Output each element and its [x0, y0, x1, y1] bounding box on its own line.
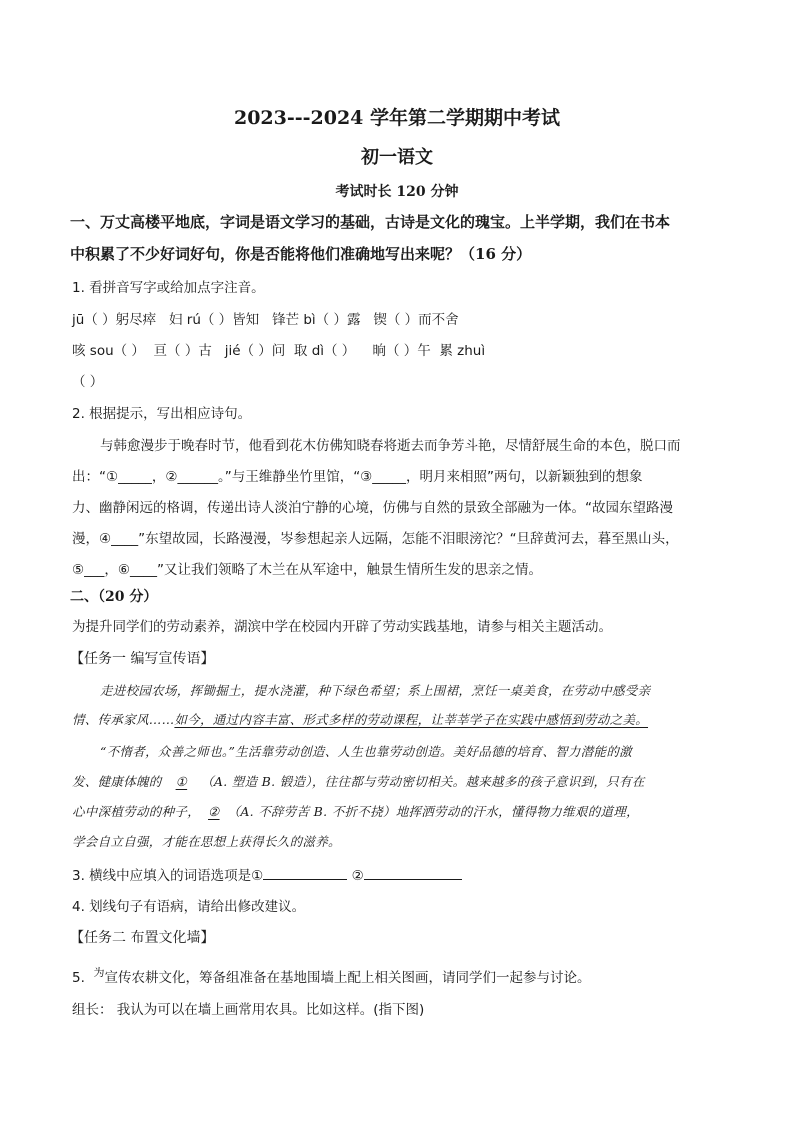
pinyin-row-1 — [72, 308, 459, 328]
pinyin-row-2 — [72, 339, 485, 359]
exam-duration: 考试时长 120 分钟 — [335, 184, 459, 200]
pinyin-item: 锲（ ）而不舍 — [373, 312, 459, 328]
group-leader-line: 组长： 我认为可以在墙上画常用农具。比如这样。(指下图) — [72, 1002, 425, 1018]
question-1-prompt: 1. 看拼音写字或给加点字注音。 — [72, 280, 265, 296]
pinyin-row-3: （ ） — [72, 374, 104, 390]
pinyin-item: 亘（ ）古 — [153, 343, 212, 359]
pinyin-item: jié（ ）问 — [224, 343, 286, 359]
answer-blank-1[interactable] — [263, 865, 347, 880]
poem-paragraph-line: 漫，④____”东望故园，长路漫漫，岑参想起亲人远隔，怎能不泪眼滂沱？“旦辞黄河去，暮至黑山头， — [72, 531, 679, 547]
underlined-sentence: 如今，通过内容丰富、形式多样的劳动课程，让莘莘学子在实践中感悟到劳动之美。 — [174, 712, 649, 727]
part1-intro-line2: 中积累了不少好词好句，你是否能将他们准确地写出来呢？（16 分） — [70, 245, 532, 263]
blank-1[interactable]: ① — [175, 774, 188, 789]
task1-paragraph2-line4: 学会自立自强，才能在思想上获得长久的滋养。 — [72, 834, 341, 849]
part2-intro: 为提升同学们的劳动素养，湖滨中学在校园内开辟了劳动实践基地，请参与相关主题活动。 — [72, 619, 612, 635]
task1-paragraph2-line2: 发、健康体魄的 ① （A. 塑造 B. 锻造），往往都与劳动密切相关。越来越多的孩子意识到，只有在 — [72, 774, 645, 789]
poem-paragraph-line: ⑤___，⑥____”又让我们领略了木兰在从军途中，触景生情所生发的思亲之情。 — [72, 562, 542, 578]
question-4: 4. 划线句子有语病，请给出修改建议。 — [72, 899, 306, 915]
question-3: 3. 横线中应填入的词语选项是① ② — [72, 864, 462, 884]
plain-text: 情、传承家风…… — [72, 712, 175, 727]
task2-title: 【任务二 布置文化墙】 — [70, 930, 215, 946]
pinyin-item: 妇 rú（ ）皆知 — [168, 312, 260, 328]
part1-intro-line1: 一、万丈高楼平地底，字词是语文学习的基础，古诗是文化的瑰宝。上半学期，我们在书本 — [70, 213, 671, 231]
blank-2[interactable]: ② — [208, 804, 220, 819]
answer-blank-2[interactable] — [364, 865, 462, 880]
task1-paragraph1-line1: 走进校园农场，挥锄掘土，提水浇灌，种下绿色希望；系上围裙，烹饪一桌美食，在劳动中感受亲 — [100, 683, 651, 698]
question-2-prompt: 2. 根据提示，写出相应诗句。 — [72, 406, 252, 422]
question-5: 5. $^为$宣传农耕文化，筹备组准备在基地围墙上配上相关图画，请同学们一起参与讨论。 — [72, 966, 591, 986]
pinyin-item: 取 dì（ ） — [293, 343, 356, 359]
pinyin-item: 累 zhuì — [439, 343, 486, 359]
poem-paragraph-line: 与韩愈漫步于晚春时节，他看到花木仿佛知晓春将逝去而争芳斗艳，尽情舒展生命的本色，脱口而 — [100, 438, 681, 454]
pinyin-item: 锋芒 bì（ ）露 — [272, 312, 361, 328]
task1-paragraph1-line2 — [72, 710, 648, 728]
task1-paragraph2-line1: “不惰者，众善之师也。”生活靠劳动创造、人生也靠劳动创造。美好品德的培育、智力潜能的激 — [100, 744, 632, 759]
pinyin-item: 晌（ ）午 — [372, 343, 431, 359]
pinyin-item: 咳 sou（ ） — [72, 343, 145, 359]
pinyin-item: jū（ ）躬尽瘁 — [72, 312, 157, 328]
task1-title: 【任务一 编写宣传语】 — [70, 651, 215, 667]
poem-paragraph-line: 力、幽静闲远的格调，传递出诗人淡泊宁静的心境，仿佛与自然的景致全部融为一体。“故园东望路漫 — [72, 500, 673, 516]
exam-title: 2023---2024 学年第二学期期中考试 — [233, 107, 561, 129]
subject-title: 初一语文 — [361, 147, 433, 168]
task1-paragraph2-line3: 心中深植劳动的种子， ② （A. 不辞劳苦 B. 不折不挠）地挥洒劳动的汗水，懂得物力维艰的道理， — [72, 804, 639, 819]
part2-heading: 二、（20 分） — [70, 589, 158, 605]
poem-paragraph-line: 出：“①_____，②______。”与王维静坐竹里馆，“③_____，明月来相照”两句，以新颖独到的想象 — [72, 469, 643, 485]
